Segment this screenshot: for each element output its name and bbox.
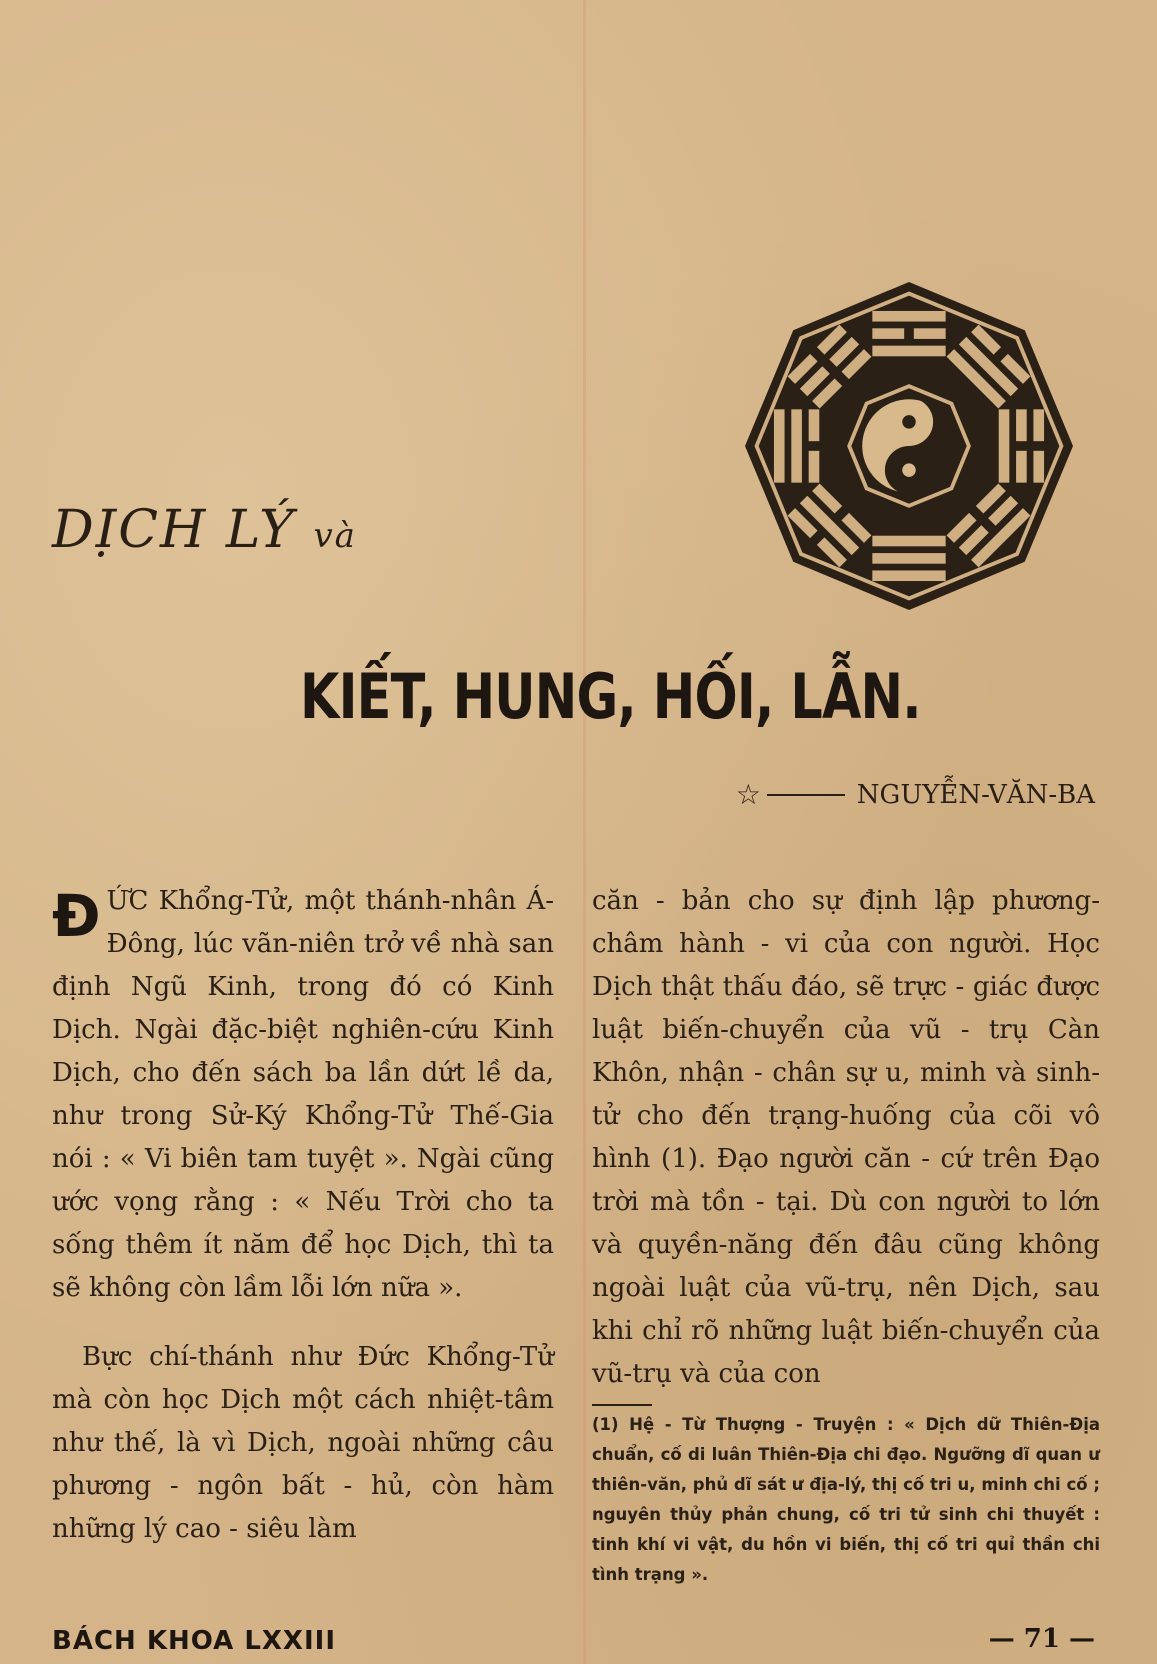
paragraph [52, 880, 554, 1310]
column-right [592, 880, 1100, 1590]
footnote: (1) Hệ - Từ Thượng - Truyện : « Dịch dữ Thiên-Địa chuẩn, cố di luân Thiên-Địa chi đạo. Ngưỡng dĩ quan ư thiên-văn, phủ dĩ sát ư địa-lý, thị cố tri u, minh chi cố ; nguyên thủy phản chung, cố tri tử sinh chi thuyết : tinh khí vi vật, du hồn vi biến, thị cố tri quỉ thần chi tình trạng ». [592, 1415, 1100, 1584]
page-number: — 71 — [988, 1624, 1095, 1654]
column-left [52, 880, 554, 1551]
paragraph: căn - bản cho sự định lập phương-châm hành - vi của con người. Học Dịch thật thấu đáo, sẽ trực - giác được luật biến-chuyển của vũ - trụ Càn Khôn, nhận - chân sự u, minh và sinh-tử cho đến trạng-huống của cõi vô hình (1). Đạo người căn - cứ trên Đạo trời mà tồn - tại. Dù con người to lớn và quyền-năng đến đâu cũng không ngoài luật của vũ-trụ, nên Dịch, sau khi chỉ rõ những luật biến-chuyển của vũ-trụ và của con [592, 886, 1100, 1389]
paragraph-text: ỨC Khổng-Tử, một thánh-nhân Á-Đông, lúc vãn-niên trở về nhà san định Ngũ Kinh, trong đó có Kinh Dịch. Ngài đặc-biệt nghiên-cứu Kinh Dịch, cho đến sách ba lần dứt lề da, như trong Sử-Ký Khổng-Tử Thế-Gia nói : « Vi biên tam tuyệt ». Ngài cũng ước vọng rằng : « Nếu Trời cho ta sống thêm ít năm để học Dịch, thì ta sẽ không còn lầm lỗi lớn nữa ». [52, 886, 554, 1303]
title-connector: và [313, 516, 357, 556]
star-icon: ☆ [735, 778, 761, 811]
byline [736, 778, 1095, 811]
title-dich-ly: DỊCH LÝ [52, 500, 296, 560]
page-fold [583, 0, 586, 1664]
bagua-yin-yang-icon [745, 276, 1073, 616]
paragraph: Bực chí-thánh như Đức Khổng-Tử mà còn học Dịch một cách nhiệt-tâm như thế, là vì Dịch, ngoài những câu phương - ngôn bất - hủ, còn hàm những lý cao - siêu làm [52, 1342, 554, 1544]
byline-rule [767, 794, 845, 796]
title-line1 [52, 500, 357, 560]
drop-cap: Đ [52, 882, 101, 950]
article-title: KIẾT, HUNG, HỐI, LẪN. [300, 660, 921, 733]
author-name: NGUYỄN-VĂN-BA [856, 779, 1095, 810]
publication-footer: BÁCH KHOA LXXIII [52, 1626, 336, 1656]
footnote-divider [592, 1404, 652, 1406]
